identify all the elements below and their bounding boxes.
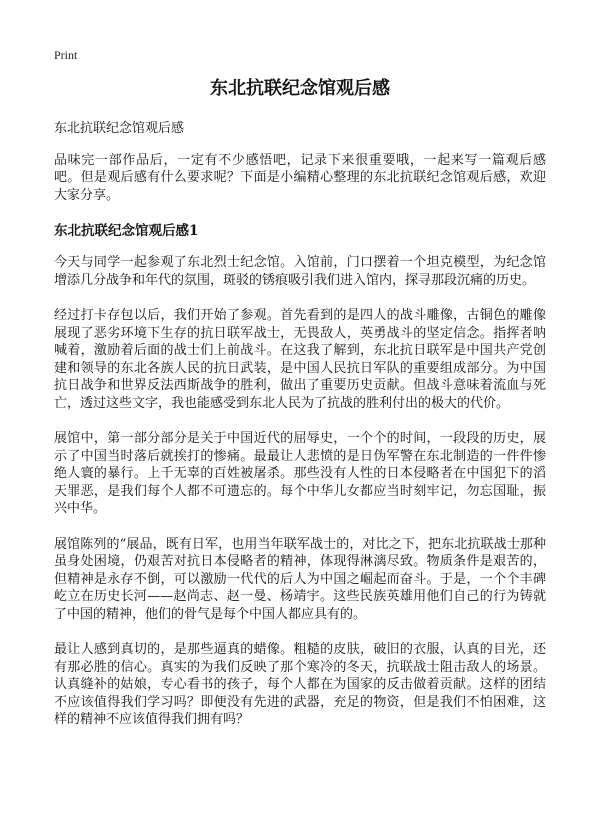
body-paragraph-5: 最让人感到真切的，是那些逼真的蜡像。粗糙的皮肤，破旧的衣服，认真的目光，还有那必胜的信心。真实的为我们反映了那个寒冷的冬天，抗联战士阻击敌人的场景。认真缝补的姑娘，专心看书的孩子，每个人都在为国家的反击做着贡献。这样的团结不应该值得我们学习吗？即便没有先进的武器，充足的物资，但是我们不怕困难，这样的精神不应该值得我们拥有吗？: [54, 642, 546, 727]
article-body: [54, 120, 546, 747]
body-paragraph-3: 展馆中，第一部分部分是关于中国近代的屈辱史，一个个的时间，一段段的历史，展示了中国当时落后就挨打的惨痛。最最让人悲愤的是日伪军警在东北制造的一件件惨绝人寰的暴行。上千无辜的百姓被屠杀。那些没有人性的日本侵略者在中国犯下的滔天罪恶，是我们每个人都不可遗忘的。每个中华儿女都应当时刻牢记，勿忘国耻，振兴中华。: [54, 431, 546, 516]
body-paragraph-2: 经过打卡存包以后，我们开始了参观。首先看到的是四人的战斗雕像，古铜色的雕像展现了恶劣环境下生存的抗日联军战士，无畏敌人，英勇战斗的坚定信念。指挥者呐喊着，激励着后面的战士们上前战斗。在这我了解到，东北抗日联军是中国共产党创建和领导的东北各族人民的抗日武装，是中国人民抗日军队的重要组成部分。为中国抗日战争和世界反法西斯战争的胜利，做出了重要历史贡献。但战斗意味着流血与死亡，透过这些文字，我也能感受到东北人民为了抗战的胜利付出的极大的代价。: [54, 308, 546, 411]
body-paragraph-1: 今天与同学一起参观了东北烈士纪念馆。入馆前，门口摆着一个坦克模型，为纪念馆增添几分战争和年代的氛围，斑驳的锈痕吸引我们进入馆内，探寻那段沉痛的历史。: [54, 255, 546, 288]
article-subtitle: 东北抗联纪念馆观后感: [54, 121, 185, 136]
intro-paragraph: 品味完一部作品后，一定有不少感悟吧，记录下来很重要哦，一起来写一篇观后感吧。但是观后感有什么要求呢？下面是小编精心整理的东北抗联纪念馆观后感，欢迎大家分享。: [54, 152, 546, 203]
page-title: 东北抗联纪念馆观后感: [210, 78, 390, 99]
body-paragraph-4: 展馆陈列的“展品，既有日军，也用当年联军战士的，对比之下，把东北抗联战士那种虽身处困境，仍艰苦对抗日本侵略者的精神，体现得淋漓尽致。物质条件是艰苦的，但精神是永存不倒，可以激励一代代的后人为中国之崛起而奋斗。于是，一个个丰碑屹立在历史长河——赵尚志、赵一曼、杨靖宇。这些民族英雄用他们自己的行为铸就了中国的精神，他们的骨气是每个中国人都应具有的。: [54, 536, 546, 622]
section-heading: 东北抗联纪念馆观后感1: [54, 223, 199, 239]
print-link[interactable]: Print: [54, 48, 78, 62]
